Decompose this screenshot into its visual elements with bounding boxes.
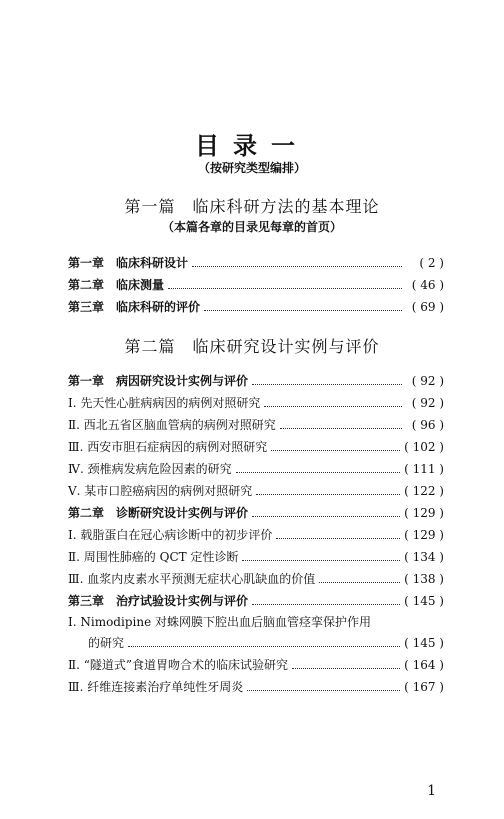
toc-entry-page: ( 167 )	[404, 680, 444, 694]
toc-entry[interactable]	[68, 480, 444, 502]
toc-entry-page: ( 111 )	[404, 462, 444, 476]
leader-dots	[271, 450, 400, 451]
leader-dots	[292, 668, 400, 669]
leader-dots	[276, 538, 400, 539]
toc-chapter-entry[interactable]	[68, 590, 444, 612]
toc-entry-label: 的研究	[88, 636, 125, 650]
toc-entry-label: Ⅲ. 纤维连接素治疗单纯性牙周炎	[68, 680, 244, 694]
toc-entry[interactable]	[68, 414, 444, 436]
toc-entry-page: ( 46 )	[411, 278, 444, 292]
page-number: 1	[427, 783, 436, 799]
toc-entry-page: ( 145 )	[404, 636, 444, 650]
toc-chapter-entry[interactable]	[68, 370, 444, 392]
page-subtitle: （按研究类型编排）	[197, 161, 306, 175]
leader-dots	[264, 406, 402, 407]
toc-entry-continuation[interactable]	[68, 632, 444, 654]
leader-dots	[128, 646, 400, 647]
leader-dots	[319, 582, 400, 583]
toc-entry-page: ( 129 )	[404, 528, 444, 542]
toc-entry[interactable]	[68, 612, 444, 632]
leader-dots	[280, 428, 402, 429]
toc-entry-label: Ⅰ. Nimodipine 对蛛网膜下腔出血后脑血管痉挛保护作用	[68, 615, 371, 629]
toc-entry[interactable]	[68, 436, 444, 458]
part-1-toc	[68, 252, 444, 318]
toc-entry-label: 第二章 临床测量	[68, 278, 165, 292]
toc-entry[interactable]	[68, 568, 444, 590]
toc-entry-label: 第三章 治疗试验设计实例与评价	[68, 594, 249, 608]
leader-dots	[168, 288, 402, 289]
toc-chapter-entry[interactable]	[68, 502, 444, 524]
toc-entry[interactable]	[68, 458, 444, 480]
toc-entry-label: Ⅲ. 血浆内皮素水平预测无症状心肌缺血的价值	[68, 572, 316, 586]
toc-entry[interactable]	[68, 392, 444, 414]
toc-entry[interactable]	[68, 654, 444, 676]
part-2-title: 第二篇 临床研究设计实例与评价	[124, 337, 380, 356]
leader-dots	[252, 604, 400, 605]
toc-entry-label: Ⅴ. 某市口腔癌病因的病例对照研究	[68, 484, 253, 498]
leader-dots	[252, 516, 400, 517]
leader-dots	[247, 690, 400, 691]
toc-entry-page: ( 102 )	[404, 440, 444, 454]
toc-entry-page: ( 92 )	[411, 396, 444, 410]
toc-entry-label: Ⅲ. 西安市胆石症病因的病例对照研究	[68, 440, 268, 454]
leader-dots	[192, 266, 402, 267]
toc-entry[interactable]	[68, 524, 444, 546]
toc-entry-page: ( 164 )	[404, 658, 444, 672]
toc-entry-label: Ⅱ. 西北五省区脑血管病的病例对照研究	[68, 418, 276, 432]
toc-entry-page: ( 145 )	[404, 594, 444, 608]
part-1-note: （本篇各章的目录见每章的首页）	[161, 220, 342, 234]
toc-entry-label: Ⅱ. “隧道式”食道胃吻合术的临床试验研究	[68, 658, 289, 672]
toc-entry-page: ( 138 )	[404, 572, 444, 586]
toc-entry-label: 第一章 临床科研设计	[68, 256, 189, 270]
leader-dots	[256, 494, 400, 495]
toc-entry[interactable]	[68, 546, 444, 568]
toc-entry[interactable]	[68, 296, 444, 318]
toc-entry-label: Ⅰ. 先天性心脏病病因的病例对照研究	[68, 396, 261, 410]
toc-entry-page: ( 69 )	[411, 300, 444, 314]
page-title: 目录一	[195, 132, 309, 160]
leader-dots	[242, 560, 400, 561]
toc-entry-label: Ⅳ. 颈椎病发病危险因素的研究	[68, 462, 232, 476]
part-2-toc	[68, 370, 444, 698]
part-1-title: 第一篇 临床科研方法的基本理论	[124, 197, 380, 216]
toc-entry-label: 第三章 临床科研的评价	[68, 300, 201, 314]
toc-entry-page: ( 122 )	[404, 484, 444, 498]
toc-entry-page: ( 2 )	[419, 256, 444, 270]
leader-dots	[236, 472, 400, 473]
toc-entry[interactable]	[68, 252, 444, 274]
toc-entry-page: ( 92 )	[411, 374, 444, 388]
toc-entry-label: Ⅰ. 载脂蛋白在冠心病诊断中的初步评价	[68, 528, 273, 542]
toc-entry-page: ( 134 )	[404, 550, 444, 564]
toc-entry[interactable]	[68, 274, 444, 296]
toc-entry-label: 第一章 病因研究设计实例与评价	[68, 374, 249, 388]
leader-dots	[204, 310, 402, 311]
toc-entry-page: ( 96 )	[411, 418, 444, 432]
toc-entry[interactable]	[68, 676, 444, 698]
leader-dots	[252, 384, 402, 385]
toc-entry-page: ( 129 )	[404, 506, 444, 520]
toc-entry-label: Ⅱ. 周围性肺癌的 QCT 定性诊断	[68, 550, 239, 564]
toc-entry-label: 第二章 诊断研究设计实例与评价	[68, 506, 249, 520]
